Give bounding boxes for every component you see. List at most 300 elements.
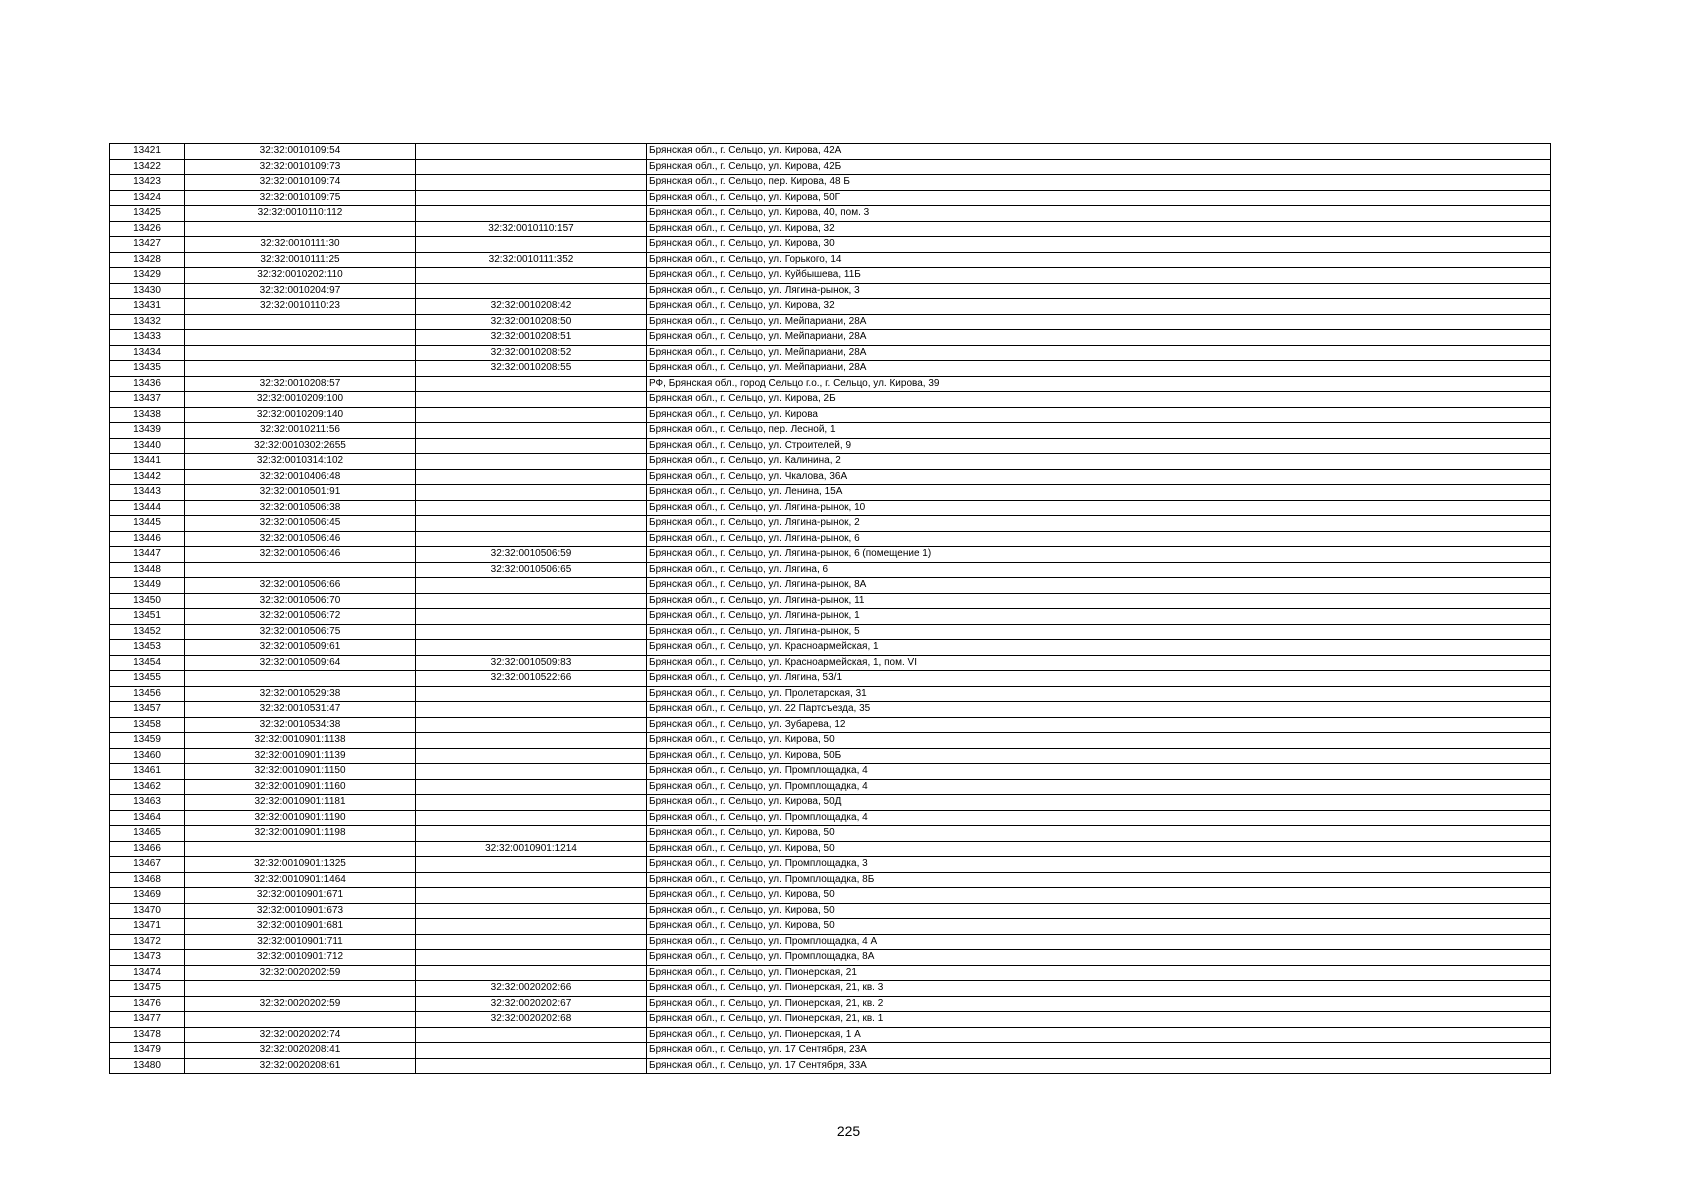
- address-cell: Брянская обл., г. Сельцо, ул. Кирова, 50: [647, 841, 1551, 857]
- object-cadastral-number-cell: [416, 779, 647, 795]
- object-cadastral-number-cell: [416, 810, 647, 826]
- object-cadastral-number-cell: [416, 717, 647, 733]
- cadastral-number-cell: 32:32:0010506:75: [185, 624, 416, 640]
- address-cell: Брянская обл., г. Сельцо, ул. 22 Партсъезда, 35: [647, 702, 1551, 718]
- address-cell: Брянская обл., г. Сельцо, ул. Пионерская, 21, кв. 1: [647, 1012, 1551, 1028]
- cadastral-number-cell: 32:32:0010314:102: [185, 454, 416, 470]
- cadastral-number-cell: 32:32:0010111:30: [185, 237, 416, 253]
- address-cell: Брянская обл., г. Сельцо, ул. Горького, 14: [647, 252, 1551, 268]
- object-cadastral-number-cell: [416, 593, 647, 609]
- row-number-cell: 13436: [110, 376, 185, 392]
- object-cadastral-number-cell: [416, 268, 647, 284]
- cadastral-number-cell: 32:32:0010534:38: [185, 717, 416, 733]
- address-cell: Брянская обл., г. Сельцо, ул. Лягина-рынок, 3: [647, 283, 1551, 299]
- cadastral-number-cell: 32:32:0020208:61: [185, 1058, 416, 1074]
- cadastral-number-cell: [185, 330, 416, 346]
- row-number-cell: 13422: [110, 159, 185, 175]
- address-cell: Брянская обл., г. Сельцо, ул. Лягина-рынок, 11: [647, 593, 1551, 609]
- object-cadastral-number-cell: [416, 206, 647, 222]
- object-cadastral-number-cell: [416, 578, 647, 594]
- row-number-cell: 13450: [110, 593, 185, 609]
- cadastral-number-cell: 32:32:0020202:74: [185, 1027, 416, 1043]
- row-number-cell: 13478: [110, 1027, 185, 1043]
- cadastral-number-cell: 32:32:0010109:75: [185, 190, 416, 206]
- table-row: [110, 655, 1551, 671]
- cadastral-number-cell: 32:32:0010506:72: [185, 609, 416, 625]
- object-cadastral-number-cell: 32:32:0010901:1214: [416, 841, 647, 857]
- address-cell: Брянская обл., г. Сельцо, ул. Лягина-рынок, 6: [647, 531, 1551, 547]
- address-cell: РФ, Брянская обл., город Сельцо г.о., г. Сельцо, ул. Кирова, 39: [647, 376, 1551, 392]
- table-row: [110, 748, 1551, 764]
- row-number-cell: 13477: [110, 1012, 185, 1028]
- table-row: [110, 950, 1551, 966]
- table-row: [110, 562, 1551, 578]
- object-cadastral-number-cell: [416, 485, 647, 501]
- address-cell: Брянская обл., г. Сельцо, пер. Кирова, 48 Б: [647, 175, 1551, 191]
- cadastral-number-cell: 32:32:0010901:671: [185, 888, 416, 904]
- address-cell: Брянская обл., г. Сельцо, ул. Кирова, 50Г: [647, 190, 1551, 206]
- object-cadastral-number-cell: [416, 237, 647, 253]
- row-number-cell: 13469: [110, 888, 185, 904]
- cadastral-number-cell: 32:32:0010901:712: [185, 950, 416, 966]
- table-row: [110, 888, 1551, 904]
- cadastral-number-cell: 32:32:0010202:110: [185, 268, 416, 284]
- property-registry-table: [109, 143, 1551, 1074]
- object-cadastral-number-cell: [416, 624, 647, 640]
- address-cell: Брянская обл., г. Сельцо, ул. Лягина-рынок, 5: [647, 624, 1551, 640]
- address-cell: Брянская обл., г. Сельцо, ул. 17 Сентября, 23А: [647, 1043, 1551, 1059]
- table-row: [110, 159, 1551, 175]
- table-row: [110, 175, 1551, 191]
- row-number-cell: 13449: [110, 578, 185, 594]
- address-cell: Брянская обл., г. Сельцо, ул. Пионерская, 21, кв. 3: [647, 981, 1551, 997]
- table-row: [110, 1058, 1551, 1074]
- table-row: [110, 392, 1551, 408]
- object-cadastral-number-cell: [416, 609, 647, 625]
- row-number-cell: 13438: [110, 407, 185, 423]
- table-row: [110, 624, 1551, 640]
- cadastral-number-cell: 32:32:0010211:56: [185, 423, 416, 439]
- cadastral-number-cell: 32:32:0020202:59: [185, 996, 416, 1012]
- address-cell: Брянская обл., г. Сельцо, ул. Промплощадка, 8Б: [647, 872, 1551, 888]
- address-cell: Брянская обл., г. Сельцо, ул. Промплощадка, 4: [647, 764, 1551, 780]
- address-cell: Брянская обл., г. Сельцо, ул. Строителей, 9: [647, 438, 1551, 454]
- table-row: [110, 423, 1551, 439]
- address-cell: Брянская обл., г. Сельцо, ул. Пионерская, 1 А: [647, 1027, 1551, 1043]
- row-number-cell: 13451: [110, 609, 185, 625]
- address-cell: Брянская обл., г. Сельцо, ул. Калинина, 2: [647, 454, 1551, 470]
- address-cell: Брянская обл., г. Сельцо, ул. Зубарева, 12: [647, 717, 1551, 733]
- cadastral-number-cell: 32:32:0010109:74: [185, 175, 416, 191]
- table-row: [110, 779, 1551, 795]
- table-row: [110, 841, 1551, 857]
- table-row: [110, 361, 1551, 377]
- row-number-cell: 13432: [110, 314, 185, 330]
- object-cadastral-number-cell: [416, 872, 647, 888]
- table-row: [110, 919, 1551, 935]
- table-row: [110, 531, 1551, 547]
- table-row: [110, 702, 1551, 718]
- table-row: [110, 686, 1551, 702]
- object-cadastral-number-cell: [416, 516, 647, 532]
- table-row: [110, 144, 1551, 160]
- table-row: [110, 454, 1551, 470]
- row-number-cell: 13444: [110, 500, 185, 516]
- row-number-cell: 13448: [110, 562, 185, 578]
- object-cadastral-number-cell: 32:32:0010506:65: [416, 562, 647, 578]
- row-number-cell: 13425: [110, 206, 185, 222]
- row-number-cell: 13466: [110, 841, 185, 857]
- row-number-cell: 13462: [110, 779, 185, 795]
- object-cadastral-number-cell: [416, 826, 647, 842]
- table-row: [110, 640, 1551, 656]
- address-cell: Брянская обл., г. Сельцо, ул. Пионерская, 21, кв. 2: [647, 996, 1551, 1012]
- address-cell: Брянская обл., г. Сельцо, ул. Чкалова, 36А: [647, 469, 1551, 485]
- cadastral-number-cell: 32:32:0010901:1464: [185, 872, 416, 888]
- row-number-cell: 13427: [110, 237, 185, 253]
- object-cadastral-number-cell: [416, 407, 647, 423]
- table-row: [110, 438, 1551, 454]
- cadastral-number-cell: 32:32:0010531:47: [185, 702, 416, 718]
- table-row: [110, 671, 1551, 687]
- cadastral-number-cell: 32:32:0010406:48: [185, 469, 416, 485]
- table-row: [110, 500, 1551, 516]
- object-cadastral-number-cell: [416, 159, 647, 175]
- table-row: [110, 795, 1551, 811]
- row-number-cell: 13430: [110, 283, 185, 299]
- cadastral-number-cell: 32:32:0010901:1160: [185, 779, 416, 795]
- table-row: [110, 330, 1551, 346]
- address-cell: Брянская обл., г. Сельцо, ул. Кирова, 50Б: [647, 748, 1551, 764]
- cadastral-number-cell: 32:32:0010111:25: [185, 252, 416, 268]
- cadastral-number-cell: 32:32:0010302:2655: [185, 438, 416, 454]
- table-row: [110, 516, 1551, 532]
- object-cadastral-number-cell: 32:32:0020202:68: [416, 1012, 647, 1028]
- object-cadastral-number-cell: [416, 175, 647, 191]
- cadastral-number-cell: 32:32:0010208:57: [185, 376, 416, 392]
- cadastral-number-cell: 32:32:0010901:1150: [185, 764, 416, 780]
- address-cell: Брянская обл., г. Сельцо, ул. Мейпариани, 28А: [647, 361, 1551, 377]
- row-number-cell: 13464: [110, 810, 185, 826]
- address-cell: Брянская обл., г. Сельцо, ул. Промплощадка, 4: [647, 779, 1551, 795]
- row-number-cell: 13441: [110, 454, 185, 470]
- address-cell: Брянская обл., г. Сельцо, ул. Мейпариани, 28А: [647, 314, 1551, 330]
- cadastral-number-cell: 32:32:0010901:1139: [185, 748, 416, 764]
- row-number-cell: 13465: [110, 826, 185, 842]
- address-cell: Брянская обл., г. Сельцо, ул. Кирова, 32: [647, 299, 1551, 315]
- row-number-cell: 13472: [110, 934, 185, 950]
- row-number-cell: 13452: [110, 624, 185, 640]
- address-cell: Брянская обл., г. Сельцо, ул. Кирова, 50: [647, 903, 1551, 919]
- table-row: [110, 764, 1551, 780]
- address-cell: Брянская обл., г. Сельцо, ул. Красноармейская, 1, пом. VI: [647, 655, 1551, 671]
- address-cell: Брянская обл., г. Сельцо, ул. Кирова, 30: [647, 237, 1551, 253]
- row-number-cell: 13447: [110, 547, 185, 563]
- cadastral-number-cell: 32:32:0010901:1198: [185, 826, 416, 842]
- object-cadastral-number-cell: [416, 919, 647, 935]
- address-cell: Брянская обл., г. Сельцо, ул. Кирова, 50Д: [647, 795, 1551, 811]
- row-number-cell: 13467: [110, 857, 185, 873]
- table-row: [110, 965, 1551, 981]
- row-number-cell: 13440: [110, 438, 185, 454]
- object-cadastral-number-cell: [416, 392, 647, 408]
- address-cell: Брянская обл., г. Сельцо, ул. Промплощадка, 4 А: [647, 934, 1551, 950]
- row-number-cell: 13454: [110, 655, 185, 671]
- table-row: [110, 469, 1551, 485]
- object-cadastral-number-cell: 32:32:0010208:52: [416, 345, 647, 361]
- cadastral-number-cell: 32:32:0010204:97: [185, 283, 416, 299]
- row-number-cell: 13428: [110, 252, 185, 268]
- table-row: [110, 376, 1551, 392]
- row-number-cell: 13423: [110, 175, 185, 191]
- table-row: [110, 1043, 1551, 1059]
- table-row: [110, 299, 1551, 315]
- address-cell: Брянская обл., г. Сельцо, ул. Лягина, 6: [647, 562, 1551, 578]
- cadastral-number-cell: 32:32:0010209:100: [185, 392, 416, 408]
- table-row: [110, 252, 1551, 268]
- row-number-cell: 13439: [110, 423, 185, 439]
- object-cadastral-number-cell: [416, 454, 647, 470]
- page-number: 225: [836, 1123, 861, 1139]
- object-cadastral-number-cell: [416, 795, 647, 811]
- address-cell: Брянская обл., г. Сельцо, ул. Лягина-рынок, 2: [647, 516, 1551, 532]
- table-row: [110, 221, 1551, 237]
- cadastral-number-cell: 32:32:0010901:1190: [185, 810, 416, 826]
- row-number-cell: 13475: [110, 981, 185, 997]
- object-cadastral-number-cell: [416, 1043, 647, 1059]
- object-cadastral-number-cell: [416, 903, 647, 919]
- address-cell: Брянская обл., г. Сельцо, ул. 17 Сентября, 33А: [647, 1058, 1551, 1074]
- cadastral-number-cell: [185, 562, 416, 578]
- table-row: [110, 578, 1551, 594]
- cadastral-number-cell: [185, 671, 416, 687]
- object-cadastral-number-cell: 32:32:0010111:352: [416, 252, 647, 268]
- object-cadastral-number-cell: [416, 1027, 647, 1043]
- object-cadastral-number-cell: [416, 283, 647, 299]
- cadastral-number-cell: 32:32:0010506:66: [185, 578, 416, 594]
- table-row: [110, 407, 1551, 423]
- row-number-cell: 13429: [110, 268, 185, 284]
- cadastral-number-cell: [185, 1012, 416, 1028]
- table-row: [110, 903, 1551, 919]
- row-number-cell: 13434: [110, 345, 185, 361]
- row-number-cell: 13479: [110, 1043, 185, 1059]
- cadastral-number-cell: 32:32:0010110:112: [185, 206, 416, 222]
- address-cell: Брянская обл., г. Сельцо, ул. Лягина-рынок, 8А: [647, 578, 1551, 594]
- row-number-cell: 13461: [110, 764, 185, 780]
- address-cell: Брянская обл., г. Сельцо, ул. Кирова: [647, 407, 1551, 423]
- row-number-cell: 13433: [110, 330, 185, 346]
- address-cell: Брянская обл., г. Сельцо, ул. Кирова, 50: [647, 733, 1551, 749]
- object-cadastral-number-cell: [416, 934, 647, 950]
- registry-body: [110, 144, 1551, 1074]
- object-cadastral-number-cell: [416, 686, 647, 702]
- cadastral-number-cell: 32:32:0010110:23: [185, 299, 416, 315]
- row-number-cell: 13426: [110, 221, 185, 237]
- row-number-cell: 13453: [110, 640, 185, 656]
- cadastral-number-cell: [185, 841, 416, 857]
- table-row: [110, 996, 1551, 1012]
- row-number-cell: 13458: [110, 717, 185, 733]
- cadastral-number-cell: 32:32:0010109:54: [185, 144, 416, 160]
- cadastral-number-cell: [185, 314, 416, 330]
- row-number-cell: 13463: [110, 795, 185, 811]
- address-cell: Брянская обл., г. Сельцо, ул. Кирова, 2Б: [647, 392, 1551, 408]
- table-row: [110, 1027, 1551, 1043]
- table-row: [110, 485, 1551, 501]
- row-number-cell: 13474: [110, 965, 185, 981]
- object-cadastral-number-cell: [416, 500, 647, 516]
- table-row: [110, 190, 1551, 206]
- cadastral-number-cell: [185, 221, 416, 237]
- object-cadastral-number-cell: [416, 702, 647, 718]
- row-number-cell: 13470: [110, 903, 185, 919]
- address-cell: Брянская обл., г. Сельцо, ул. Кирова, 50: [647, 826, 1551, 842]
- row-number-cell: 13445: [110, 516, 185, 532]
- address-cell: Брянская обл., г. Сельцо, пер. Лесной, 1: [647, 423, 1551, 439]
- row-number-cell: 13431: [110, 299, 185, 315]
- object-cadastral-number-cell: [416, 965, 647, 981]
- cadastral-number-cell: 32:32:0010529:38: [185, 686, 416, 702]
- address-cell: Брянская обл., г. Сельцо, ул. Кирова, 42А: [647, 144, 1551, 160]
- object-cadastral-number-cell: [416, 469, 647, 485]
- row-number-cell: 13459: [110, 733, 185, 749]
- row-number-cell: 13443: [110, 485, 185, 501]
- cadastral-number-cell: 32:32:0010901:673: [185, 903, 416, 919]
- table-row: [110, 872, 1551, 888]
- table-row: [110, 283, 1551, 299]
- row-number-cell: 13468: [110, 872, 185, 888]
- table-row: [110, 609, 1551, 625]
- object-cadastral-number-cell: [416, 376, 647, 392]
- address-cell: Брянская обл., г. Сельцо, ул. Промплощадка, 3: [647, 857, 1551, 873]
- object-cadastral-number-cell: [416, 748, 647, 764]
- row-number-cell: 13456: [110, 686, 185, 702]
- row-number-cell: 13437: [110, 392, 185, 408]
- object-cadastral-number-cell: [416, 640, 647, 656]
- table-row: [110, 717, 1551, 733]
- object-cadastral-number-cell: [416, 888, 647, 904]
- object-cadastral-number-cell: [416, 733, 647, 749]
- table-row: [110, 268, 1551, 284]
- object-cadastral-number-cell: [416, 423, 647, 439]
- address-cell: Брянская обл., г. Сельцо, ул. Мейпариани, 28А: [647, 330, 1551, 346]
- row-number-cell: 13480: [110, 1058, 185, 1074]
- table-row: [110, 981, 1551, 997]
- table-row: [110, 1012, 1551, 1028]
- row-number-cell: 13421: [110, 144, 185, 160]
- object-cadastral-number-cell: 32:32:0010110:157: [416, 221, 647, 237]
- row-number-cell: 13457: [110, 702, 185, 718]
- table-row: [110, 237, 1551, 253]
- cadastral-number-cell: 32:32:0010901:1181: [185, 795, 416, 811]
- cadastral-number-cell: [185, 981, 416, 997]
- cadastral-number-cell: 32:32:0010509:64: [185, 655, 416, 671]
- cadastral-number-cell: 32:32:0010506:70: [185, 593, 416, 609]
- address-cell: Брянская обл., г. Сельцо, ул. Лягина-рынок, 1: [647, 609, 1551, 625]
- cadastral-number-cell: 32:32:0010506:46: [185, 531, 416, 547]
- object-cadastral-number-cell: [416, 144, 647, 160]
- row-number-cell: 13473: [110, 950, 185, 966]
- table-row: [110, 934, 1551, 950]
- address-cell: Брянская обл., г. Сельцо, ул. Кирова, 32: [647, 221, 1551, 237]
- table-row: [110, 733, 1551, 749]
- object-cadastral-number-cell: 32:32:0010522:66: [416, 671, 647, 687]
- address-cell: Брянская обл., г. Сельцо, ул. Кирова, 42Б: [647, 159, 1551, 175]
- row-number-cell: 13446: [110, 531, 185, 547]
- address-cell: Брянская обл., г. Сельцо, ул. Лягина-рынок, 6 (помещение 1): [647, 547, 1551, 563]
- row-number-cell: 13471: [110, 919, 185, 935]
- address-cell: Брянская обл., г. Сельцо, ул. Кирова, 40, пом. 3: [647, 206, 1551, 222]
- cadastral-number-cell: 32:32:0010109:73: [185, 159, 416, 175]
- address-cell: Брянская обл., г. Сельцо, ул. Куйбышева, 11Б: [647, 268, 1551, 284]
- cadastral-number-cell: [185, 361, 416, 377]
- object-cadastral-number-cell: [416, 857, 647, 873]
- cadastral-number-cell: 32:32:0010901:1325: [185, 857, 416, 873]
- object-cadastral-number-cell: [416, 1058, 647, 1074]
- address-cell: Брянская обл., г. Сельцо, ул. Кирова, 50: [647, 919, 1551, 935]
- row-number-cell: 13476: [110, 996, 185, 1012]
- cadastral-number-cell: 32:32:0010509:61: [185, 640, 416, 656]
- row-number-cell: 13435: [110, 361, 185, 377]
- table-row: [110, 345, 1551, 361]
- table-row: [110, 206, 1551, 222]
- row-number-cell: 13460: [110, 748, 185, 764]
- address-cell: Брянская обл., г. Сельцо, ул. Лягина, 53/1: [647, 671, 1551, 687]
- address-cell: Брянская обл., г. Сельцо, ул. Красноармейская, 1: [647, 640, 1551, 656]
- address-cell: Брянская обл., г. Сельцо, ул. Пролетарская, 31: [647, 686, 1551, 702]
- address-cell: Брянская обл., г. Сельцо, ул. Промплощадка, 4: [647, 810, 1551, 826]
- object-cadastral-number-cell: 32:32:0010506:59: [416, 547, 647, 563]
- object-cadastral-number-cell: 32:32:0020202:67: [416, 996, 647, 1012]
- address-cell: Брянская обл., г. Сельцо, ул. Ленина, 15А: [647, 485, 1551, 501]
- address-cell: Брянская обл., г. Сельцо, ул. Пионерская, 21: [647, 965, 1551, 981]
- cadastral-number-cell: 32:32:0020202:59: [185, 965, 416, 981]
- cadastral-number-cell: 32:32:0010501:91: [185, 485, 416, 501]
- cadastral-number-cell: 32:32:0010506:46: [185, 547, 416, 563]
- object-cadastral-number-cell: 32:32:0010208:42: [416, 299, 647, 315]
- object-cadastral-number-cell: [416, 190, 647, 206]
- address-cell: Брянская обл., г. Сельцо, ул. Мейпариани, 28А: [647, 345, 1551, 361]
- object-cadastral-number-cell: 32:32:0020202:66: [416, 981, 647, 997]
- address-cell: Брянская обл., г. Сельцо, ул. Кирова, 50: [647, 888, 1551, 904]
- address-cell: Брянская обл., г. Сельцо, ул. Промплощадка, 8А: [647, 950, 1551, 966]
- cadastral-number-cell: 32:32:0010901:681: [185, 919, 416, 935]
- cadastral-number-cell: 32:32:0010506:38: [185, 500, 416, 516]
- cadastral-number-cell: 32:32:0010901:1138: [185, 733, 416, 749]
- row-number-cell: 13442: [110, 469, 185, 485]
- object-cadastral-number-cell: [416, 531, 647, 547]
- object-cadastral-number-cell: 32:32:0010208:51: [416, 330, 647, 346]
- object-cadastral-number-cell: [416, 438, 647, 454]
- address-cell: Брянская обл., г. Сельцо, ул. Лягина-рынок, 10: [647, 500, 1551, 516]
- table-row: [110, 810, 1551, 826]
- cadastral-number-cell: 32:32:0020208:41: [185, 1043, 416, 1059]
- cadastral-number-cell: 32:32:0010506:45: [185, 516, 416, 532]
- object-cadastral-number-cell: 32:32:0010208:55: [416, 361, 647, 377]
- cadastral-number-cell: 32:32:0010901:711: [185, 934, 416, 950]
- object-cadastral-number-cell: [416, 950, 647, 966]
- row-number-cell: 13455: [110, 671, 185, 687]
- object-cadastral-number-cell: 32:32:0010208:50: [416, 314, 647, 330]
- table-row: [110, 826, 1551, 842]
- table-row: [110, 314, 1551, 330]
- table-row: [110, 857, 1551, 873]
- table-row: [110, 547, 1551, 563]
- object-cadastral-number-cell: [416, 764, 647, 780]
- table-row: [110, 593, 1551, 609]
- cadastral-number-cell: 32:32:0010209:140: [185, 407, 416, 423]
